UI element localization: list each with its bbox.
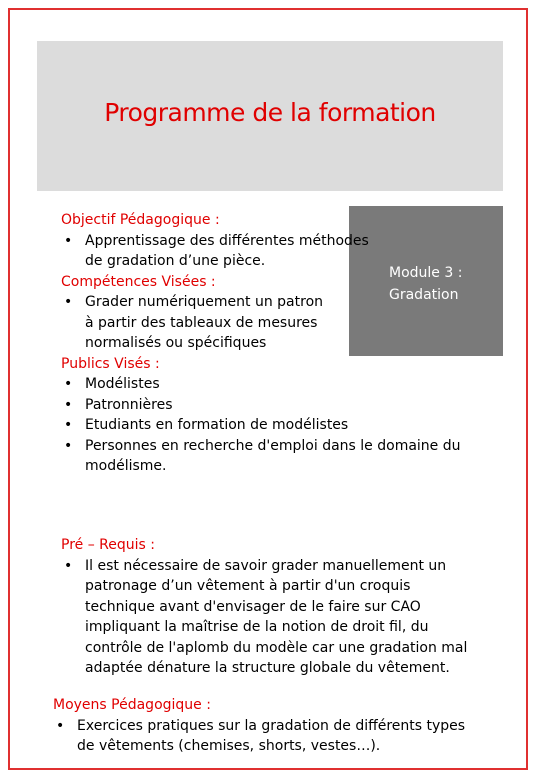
header-banner: [37, 41, 503, 191]
section-moyens: [53, 695, 483, 757]
module-number: Module 3 :: [389, 265, 463, 281]
moyens-item: • Exercices pratiques sur la gradation de différents types de vêtements (chemises, shorts, vestes…).: [53, 716, 483, 757]
competences-item: • Grader numériquement un patron à partir des tableaux de mesures normalisés ou spécifiques: [61, 292, 335, 354]
section-prerequis: [61, 535, 481, 679]
objectif-item: • Apprentissage des différentes méthodes de gradation d’une pièce.: [61, 231, 370, 272]
section-main: [61, 210, 481, 477]
publics-heading: Publics Visés :: [61, 355, 160, 372]
prerequis-item: • Il est nécessaire de savoir grader manuellement un patronage d’un vêtement à partir d'un croquis technique avant d'envisager de le faire sur CAO impliquant la maîtrise de la notion de droit fil, du contrôle de l'aplomb du modèle car une gradation mal adaptée dénature la structure globale du vêtement.: [61, 556, 481, 679]
module-name: Gradation: [389, 287, 459, 303]
page-title: Programme de la formation: [104, 98, 436, 127]
competences-heading: Compétences Visées :: [61, 273, 216, 290]
publics-item: • Patronnières: [61, 395, 481, 416]
publics-item: • Etudiants en formation de modélistes: [61, 415, 481, 436]
publics-item: • Personnes en recherche d'emploi dans le domaine du modélisme.: [61, 436, 481, 477]
publics-item: • Modélistes: [61, 374, 481, 395]
prerequis-heading: Pré – Requis :: [61, 537, 155, 553]
objectif-heading: Objectif Pédagogique :: [61, 212, 220, 228]
moyens-heading: Moyens Pédagogique :: [53, 697, 211, 713]
